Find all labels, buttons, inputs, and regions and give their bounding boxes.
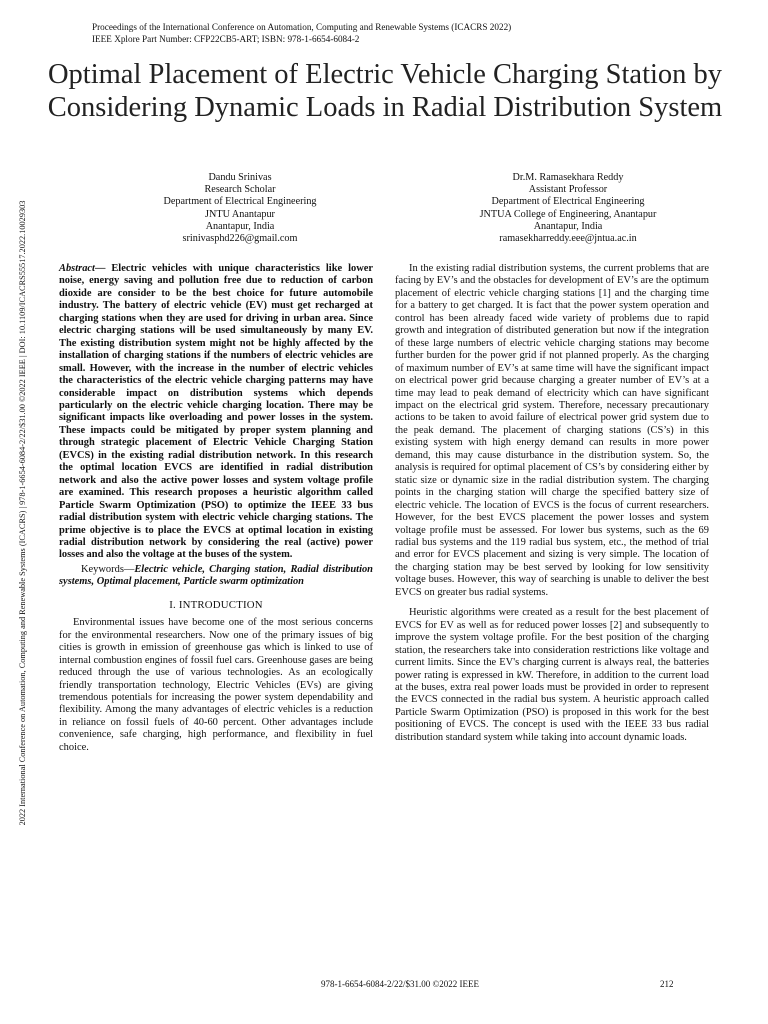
paper-title: Optimal Placement of Electric Vehicle Charging Station by Considering Dynamic Loads in Radial Distribution System <box>47 59 723 123</box>
side-doi-text: 2022 International Conference on Automation, Computing and Renewable Systems (ICACRS) | 978-1-6654-6084-2/22/$31.00 ©2022 IEEE | DOI: 10.1109/ICACRS55517.2022.10029303 <box>18 200 27 826</box>
author-role: Assistant Professor <box>528 184 608 196</box>
conference-header-line2: IEEE Xplore Part Number: CFP22CB5-ART; ISBN: 978-1-6654-6084-2 <box>92 33 360 44</box>
author-institution: JNTU Anantapur <box>205 208 275 220</box>
footer-copyright: 978-1-6654-6084-2/22/$31.00 ©2022 IEEE <box>320 979 480 989</box>
author-name: Dr.M. Ramasekhara Reddy <box>512 172 624 183</box>
keywords-lead: Keywords— <box>81 563 135 575</box>
intro-paragraph-2: In the existing radial distribution systems, the current problems that are facing by EV’s and the obstacles for development of EV’s are the optimum placement of electric vehicle charging stations [1] and the charging time for a battery to get charged. It is fact that the power system operation and control has been already faced wide variety of problems due to rapid growth and integration of distributed generation but now if the integration of these large numbers of electric vehicle charging stations may become further burden for the power grid if not planned properly. As the charging of maximum number of EV’s at same time will have the significant impact on electrical power grid because charging a greater number of EV’s at a time may lead to peak demand of electricity which can have significant impact on the electrical grid system. Therefore, necessary precautionary actions to be taken to avoid failure of electrical power grid system due to the peak demand. The placement of charging stations (CS’s) in this existing system with high energy demand can results in more power demand, this may cause disturbance in the distribution system. So, the analysis is required for optimal placement of CS’s by considering either by static size or dynamic size in the radial distribution system. The charging points in the charging station will charge the specified battery size of electric vehicle. The location of EVCS is the focus of current researchers. However, for the best EVCS placement the power losses and system voltage profile must be assessed. For lower bus systems, such as the 69 radial bus systems and the 119 radial bus system, etc., the method of trial and error for EVCS placement and sizing is very simple. The location of the charging station may be best served by looking for low sensitivity voltage buses. However, this way of searching is unable to deliver the best EVCS on greater bus radial systems. <box>395 263 709 598</box>
author-email: srinivasphd226@gmail.com <box>182 233 298 245</box>
author-department: Department of Electrical Engineering <box>163 196 317 208</box>
left-column <box>59 263 373 754</box>
author-department: Department of Electrical Engineering <box>491 196 645 208</box>
author-block-2 <box>438 172 698 245</box>
author-role: Research Scholar <box>204 184 276 196</box>
author-name: Dandu Srinivas <box>208 172 272 183</box>
author-email: ramasekharreddy.eee@jntua.ac.in <box>499 233 637 245</box>
author-location: Anantapur, India <box>533 220 603 232</box>
right-column <box>395 263 709 744</box>
abstract <box>59 263 373 562</box>
page-number: 212 <box>660 979 674 989</box>
conference-header-line1: Proceedings of the International Conference on Automation, Computing and Renewable Systems (ICACRS 2022) <box>92 22 512 32</box>
section-heading-introduction: I. INTRODUCTION <box>169 598 263 611</box>
author-institution: JNTUA College of Engineering, Anantapur <box>479 208 657 220</box>
keywords-text: Electric vehicle, Charging station, Radial distribution systems, Optimal placement, Particle swarm optimization <box>59 563 373 588</box>
abstract-text: — Electric vehicles with unique characteristics like lower noise, energy saving and pollution free due to reduction of carbon dioxide are consider to be the best choice for future automobile industry. The battery of electric vehicle (EV) must get recharged at charging stations when they are used for driving in urban area. Since electric charging stations will be used simultaneously by many EV. The existing distribution system might not be highly affected by the installation of charging stations if the numbers of electric vehicles are small. However, with the increase in the number of electric vehicles the characteristics of the electric vehicle charging patterns may have considerable impact on distribution systems which depends particularly on the electric vehicle charging location. There may be significant impacts like overloading and power losses in the system. These impacts could be mitigated by proper system planning and through strategic placement of Electric Vehicle Charging Station (EVCS) in the existing radial distribution network. In this research the optimal location EVCS are identified in radial distribution network and also the active power losses and system voltage profile are examined. This research proposes a heuristic algorithm called Particle Swarm Optimization (PSO) to optimize the IEEE 33 bus radial distribution system with electric vehicle charging stations. The prime objective is to place the EVCS at optimal location in existing radial distribution network by considering the real (active) power losses and also the voltage at the buses of the system. <box>59 263 373 561</box>
author-location: Anantapur, India <box>205 220 275 232</box>
intro-paragraph-3: Heuristic algorithms were created as a result for the best placement of EVCS for EV as well as for reduced power losses [2] and subsequently to improve the system voltage profile. For the best position of the charging station, the researchers take into consideration restrictions like voltage and current limits. Since the EV's charging current is always real, the batteries power rating is expressed in kW. Therefore, in addition to the current load at the buses, extra real power loads must be provided in order to represent the EVCS connected in the radial bus system. A heuristic approach called Particle Swarm Optimization (PSO) is proposed in this work for the best positioning of EVCS. The concept is used with the IEEE 33 bus radial distribution standard system while taking into account dynamic loads. <box>395 607 709 743</box>
keywords <box>59 564 373 589</box>
conference-header <box>92 22 712 45</box>
author-block-1 <box>110 172 370 245</box>
abstract-lead: Abstract <box>59 263 95 274</box>
intro-paragraph-1: Environmental issues have become one of the most serious concerns for the environmental researchers. Now one of the primary issues of big cities is growth in emission of greenhouse gas which is linked to use of internal combustion engines of fossil fuel cars. Greenhouse gases are being reduced through the use of various technologies. As an ecologically friendly transportation technology, Electric Vehicles (EVs) are giving tremendous potentials for increasing the power system dependability and flexibility. Among the many advantages of electric vehicles is a reduction in reliance on fossil fuels of 40-60 percent. Other advantages include convenience, safe charging, high performance, and flexibility in fuel choice. <box>59 617 373 753</box>
